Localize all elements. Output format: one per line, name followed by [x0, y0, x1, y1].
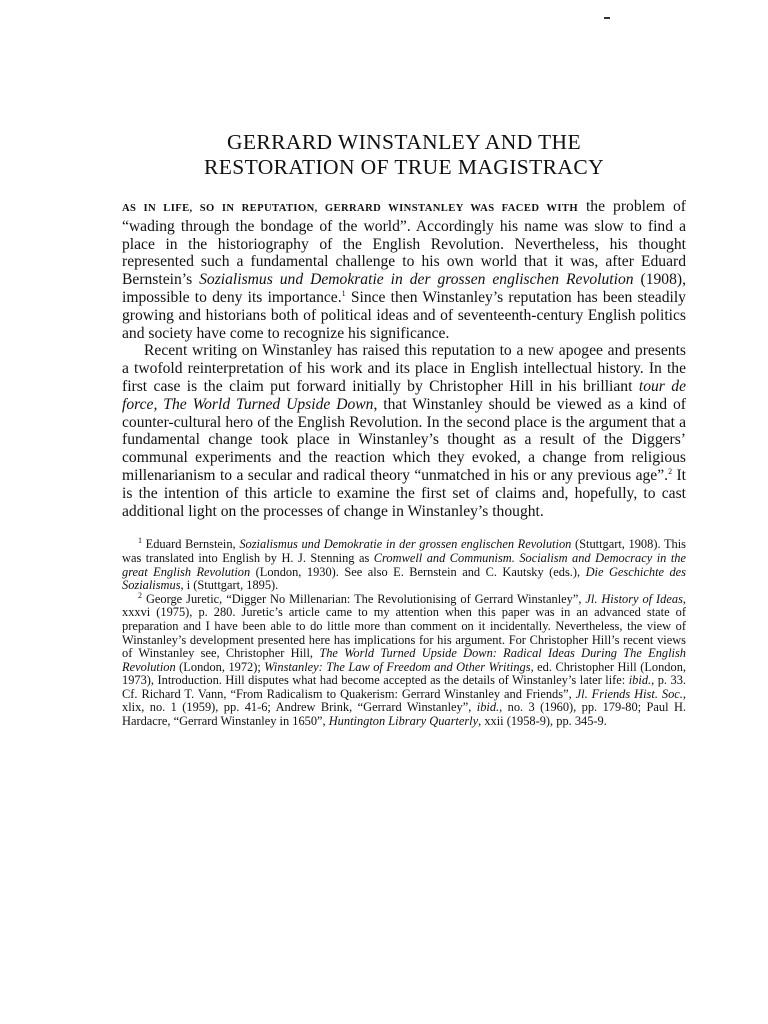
footnote-2-italic-5: Jl. Friends Hist. Soc.: [575, 686, 683, 701]
article-body: [122, 198, 686, 520]
footnote-1-text-b: (Stuttgart, 1908). This was translated into English by H. J. Stenning as: [122, 537, 686, 565]
footnote-2-text-h: , xxii (1958-9), pp. 345-9.: [478, 714, 607, 729]
footnote-2-italic-2: The World Turned Upside Down: Radical Ideas During The English Revolution: [122, 646, 686, 674]
paragraph-1-text-b: (1908), impossible to deny its importance.: [122, 271, 686, 306]
paragraph-2-text-c: It is the intention of this article to examine the first set of claims and, hopefully, to cast additional light on the processes of change in Winstanley’s thought.: [122, 466, 686, 520]
footnote-1-italic-3: Die Geschichte des Sozialismus: [122, 564, 686, 593]
footnote-2-text-d: , ed. Christopher Hill (London, 1973), Introduction. Hill disputes what had become accepted as the details of Winstanley’s later life:: [122, 659, 686, 688]
footnote-2-italic-1: Jl. History of Ideas: [585, 591, 683, 606]
article-page: [122, 130, 686, 729]
footnote-1-text-a: Eduard Bernstein,: [142, 537, 240, 552]
paragraph-2-italic-title: tour de force, The World Turned Upside Down: [122, 377, 686, 413]
footnote-2: [122, 590, 686, 729]
footnote-1: [122, 538, 686, 592]
paragraph-1-text-c: Since then Winstanley’s reputation has been steadily growing and historians both of political ideas and of seventeenth-century English politics and society have come to recognize his significance.: [122, 288, 686, 342]
paragraph-2-text-a: Recent writing on Winstanley has raised this reputation to a new apogee and presents a twofold reinterpretation of his work and its place in English intellectual history. In the first case is the claim put forward initially by Christopher Hill in his brilliant: [122, 342, 686, 395]
title-line-2: RESTORATION OF TRUE MAGISTRACY: [203, 155, 605, 179]
paragraph-1: [122, 198, 686, 342]
footnote-2-text-f: , xlix, no. 1 (1959), pp. 41-6; Andrew Brink, “Gerrard Winstanley”,: [122, 686, 686, 715]
paragraph-1-italic-title: Sozialismus und Demokratie in der grossen englischen Revolution: [199, 271, 634, 289]
paragraph-2-text-b: , that Winstanley should be viewed as a kind of counter-cultural hero of the English Revolution. In the second place is the argument that a fundamental change took place in Winstanley’s thought as a result of the Diggers’ communal experiments and the reaction which they evoked, a change from religious millenarianism to a secular and radical theory “unmatched in his or any previous age”.: [122, 395, 686, 484]
footnote-2-text-c: (London, 1972);: [175, 659, 265, 674]
footnote-1-number: 1: [138, 536, 142, 546]
footnote-2-text-b: , xxxvi (1975), p. 280. Juretic’s article came to my attention when this paper was in an advanced state of preparation and I have been able to do little more than comment on it incidentally. Nevertheless, the view of Winstanley’s development presented here has implications for his argument. For Christopher Hill’s recent views of Winstanley see, Christopher Hill,: [122, 591, 686, 661]
footnote-1-text-d: , i (Stuttgart, 1895).: [180, 578, 279, 593]
lead-in-caps: AS IN LIFE, SO IN REPUTATION, GERRARD WINSTANLEY WAS FACED WITH: [122, 203, 578, 214]
footnote-1-text-c: (London, 1930). See also E. Bernstein and C. Kautsky (eds.),: [250, 564, 586, 579]
paragraph-1-text-a: the problem of “wading through the bondage of the world”. Accordingly his name was slow to find a place in the historiography of the English Revolution. Nevertheless, his thought represented such a fundamental challenge to his own world that it was, after Eduard Bernstein’s: [122, 198, 686, 289]
title-line-1: GERRARD WINSTANLEY AND THE: [226, 130, 582, 154]
footnote-2-italic-6: ibid.: [476, 700, 500, 715]
article-title: [122, 130, 686, 180]
footnote-2-text-e: , p. 33. Cf. Richard T. Vann, “From Radicalism to Quakerism: Gerrard Winstanley and Friends”,: [122, 673, 686, 701]
footnote-2-italic-7: Huntington Library Quarterly: [328, 714, 479, 729]
footnote-2-italic-3: Winstanley: The Law of Freedom and Other Writings: [264, 659, 531, 674]
footnote-2-text-g: , no. 3 (1960), pp. 179-80; Paul H. Hardacre, “Gerrard Winstanley in 1650”,: [122, 700, 686, 729]
footnote-2-italic-4: ibid.: [628, 673, 652, 688]
footnote-1-italic-2: Cromwell and Communism. Socialism and Democracy in the great English Revolution: [122, 550, 686, 579]
footnote-2-text-a: George Juretic, “Digger No Millenarian: The Revolutionising of Gerrard Winstanley”,: [142, 591, 586, 606]
footnote-1-italic-1: Sozialismus und Demokratie in der grossen englischen Revolution: [239, 537, 572, 552]
paragraph-2: [122, 342, 686, 520]
scan-mark: [604, 17, 610, 19]
footnote-ref-1: 1: [341, 288, 346, 298]
footnote-ref-2: 2: [668, 466, 673, 476]
footnote-2-number: 2: [138, 590, 142, 600]
footnotes: [122, 538, 686, 728]
